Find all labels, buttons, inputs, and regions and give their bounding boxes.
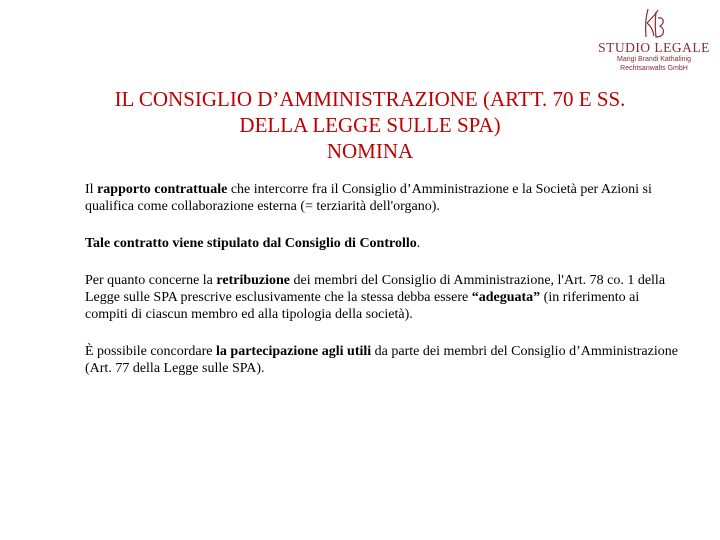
text-run: dei membri del Consiglio di Amministrazione, l'Art. 78 co. 1 della Legge sulle SPA prescrive esclusivamente che la stessa debba essere <box>85 273 666 305</box>
kb-monogram-icon <box>634 6 674 40</box>
paragraph-contratto <box>85 235 685 252</box>
bold-run: Tale contratto viene stipulato dal Consiglio di Controllo <box>85 236 417 251</box>
body-text <box>85 181 685 397</box>
studio-logo <box>592 6 716 78</box>
title-line-3: NOMINA <box>326 139 414 163</box>
text-run: È possibile concordare <box>85 344 217 359</box>
text-run: che intercorre fra il Consiglio d’Amministrazione e la Società per Azioni si qualifica come collaborazione esterna (= terziarità dell'organo). <box>85 182 652 214</box>
bold-run: retribuzione <box>216 273 291 288</box>
text-run: . <box>416 236 421 251</box>
paragraph-retribuzione <box>85 272 685 323</box>
text-run: da parte dei membri del Consiglio d’Amministrazione (Art. 77 della Legge sulle SPA). <box>85 344 678 376</box>
logo-subtitle-2: Rechtsanwalts GmbH <box>620 65 688 72</box>
logo-subtitle-1: Mangi Brandi Kathalinig <box>617 56 691 63</box>
text-run: (in riferimento ai compiti di ciascun membro ed alla tipologia della società). <box>85 290 640 322</box>
text-run: Per quanto concerne la <box>85 273 217 288</box>
paragraph-rapporto <box>85 181 685 215</box>
title-line-2: DELLA LEGGE SULLE SPA) <box>239 113 501 137</box>
title-line-1: IL CONSIGLIO D’AMMINISTRAZIONE (ARTT. 70 E SS. <box>114 87 626 111</box>
paragraph-utili <box>85 343 685 377</box>
text-run: Il <box>85 182 98 197</box>
bold-run: “adeguata” <box>471 290 541 305</box>
logo-name: STUDIO LEGALE <box>598 40 710 55</box>
bold-run: la partecipazione agli utili <box>216 344 372 359</box>
page-title <box>20 86 720 164</box>
bold-run: rapporto contrattuale <box>97 182 228 197</box>
